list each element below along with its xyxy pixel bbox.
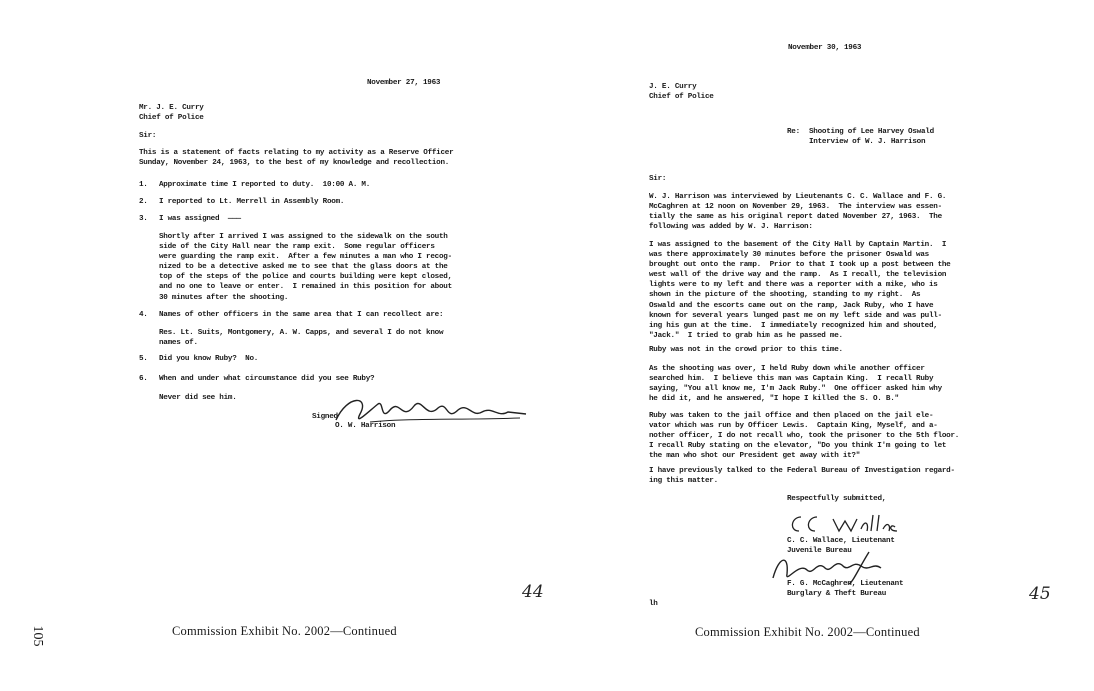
handwritten-page-number: 44 xyxy=(522,582,544,602)
signer-line: Juvenile Bureau xyxy=(787,547,852,555)
text-line: tially the same as his original report dated November 27, 1963. The xyxy=(649,213,942,222)
signed-label: Signed xyxy=(312,413,338,421)
text-line: Oswald and the escorts came out on the ramp, Jack Ruby, who I have xyxy=(649,301,934,310)
text-line: were guarding the ramp exit. After a few minutes a man who I recog- xyxy=(159,253,452,262)
item6-detail: Never did see him. xyxy=(159,394,237,402)
text-line: vator which was run by Officer Lewis. Captain King, Myself, and a- xyxy=(649,422,938,431)
text-line: ing this matter. xyxy=(649,477,718,486)
paragraph-1 xyxy=(649,192,946,232)
text-line: he did it, and he answered, "I hope I killed the S. O. B." xyxy=(649,395,899,404)
text-line: ing his gun at the time. I immediately recognized him and shouted, xyxy=(649,321,938,330)
text-line: following was added by W. J. Harrison: xyxy=(649,223,813,232)
letter-date: November 27, 1963 xyxy=(367,79,441,87)
salutation: Sir: xyxy=(139,132,157,140)
text-line: I was assigned to the basement of the City Hall by Captain Martin. I xyxy=(649,241,947,249)
text-line: Ruby was taken to the jail office and then placed on the jail ele- xyxy=(649,412,934,420)
text-line: searched him. I believe this man was Captain King. I recall Ruby xyxy=(649,375,934,384)
text-line: lights were to my left and there was a reporter with a mike, who is xyxy=(649,281,938,290)
letter-date: November 30, 1963 xyxy=(788,44,862,52)
re-label: Re: xyxy=(787,128,800,136)
text-line: nother officer, I do not recall who, took the prisoner to the 5th floor. xyxy=(649,432,960,441)
handwritten-page-number: 45 xyxy=(1029,584,1051,604)
text-line: and no one to leave or enter. I remained in this position for about xyxy=(159,283,452,292)
text-line: Res. Lt. Suits, Montgomery, A. W. Capps, and several I do not know xyxy=(159,329,444,337)
salutation: Sir: xyxy=(649,175,667,183)
typist-initials: lh xyxy=(649,600,658,608)
text-line: As the shooting was over, I held Ruby down while another officer xyxy=(649,365,925,373)
item-text: Did you know Ruby? No. xyxy=(159,355,259,363)
text-line: nized to be a detective asked me to see that the glass doors at the xyxy=(159,263,448,272)
item-text: I was assigned ——— xyxy=(159,215,241,223)
exhibit-caption: Commission Exhibit No. 2002—Continued xyxy=(695,625,920,639)
page-number: 105 xyxy=(30,625,45,647)
text-line: names of. xyxy=(159,339,198,348)
text-line: 30 minutes after the shooting. xyxy=(159,293,289,302)
item-text: Approximate time I reported to duty. 10:00 A. M. xyxy=(159,181,371,189)
text-line: "Jack." I tried to grab him as he passed me. xyxy=(649,331,843,340)
text-line: W. J. Harrison was interviewed by Lieutenants C. C. Wallace and F. G. xyxy=(649,193,947,201)
paragraph-4 xyxy=(649,364,942,404)
paragraph-2 xyxy=(649,240,951,341)
text-line: Shortly after I arrived I was assigned to the sidewalk on the south xyxy=(159,233,448,241)
item-text: Names of other officers in the same area that I can recollect are: xyxy=(159,311,444,319)
text-line: This is a statement of facts relating to my activity as a Reserve Officer xyxy=(139,149,454,157)
signer-line: F. G. McCaghren, Lieutenant xyxy=(787,580,904,588)
text-line: side of the City Hall near the ramp exit. Some regular officers xyxy=(159,243,435,252)
item4-detail xyxy=(159,328,443,348)
addressee-line: J. E. Curry xyxy=(649,83,697,91)
text-line: McCaghren at 12 noon on November 29, 1963. The interview was essen- xyxy=(649,203,942,212)
text-line: Ruby was not in the crowd prior to this time. xyxy=(649,346,843,354)
signer-line: Burglary & Theft Bureau xyxy=(787,590,887,598)
item3-detail xyxy=(159,232,452,303)
signature-wallace xyxy=(787,511,897,539)
text-line: brought out onto the ramp. Prior to that I took up a post between the xyxy=(649,261,951,270)
item-number: 1. xyxy=(139,181,148,189)
right-letter xyxy=(547,0,1094,691)
item-number: 5. xyxy=(139,355,148,363)
item-number: 2. xyxy=(139,198,148,206)
paragraph-3 xyxy=(649,345,843,355)
addressee-line: Mr. J. E. Curry xyxy=(139,104,204,112)
text-line: shown in the picture of the shooting, standing to my right. As xyxy=(649,291,921,300)
text-line: the man who shot our President get away with it?" xyxy=(649,452,861,461)
text-line: I recall Ruby stating on the elevator, "Do you think I'm going to let xyxy=(649,442,947,451)
paragraph-6 xyxy=(649,466,955,486)
item-number: 3. xyxy=(139,215,148,223)
item-text: I reported to Lt. Merrell in Assembly Room. xyxy=(159,198,345,206)
signer-line: C. C. Wallace, Lieutenant xyxy=(787,537,895,545)
text-line: Sunday, November 24, 1963, to the best of my knowledge and recollection. xyxy=(139,159,450,168)
intro-paragraph xyxy=(139,148,453,168)
text-line: saying, "You all know me, I'm Jack Ruby." One officer asked him why xyxy=(649,385,942,394)
text-line: top of the steps of the police and courts building were kept closed, xyxy=(159,273,452,282)
closing: Respectfully submitted, xyxy=(787,495,887,503)
text-line: known for several years lunged past me on my left side and was pull- xyxy=(649,311,942,320)
re-line: Shooting of Lee Harvey Oswald xyxy=(809,128,934,136)
addressee-line: Chief of Police xyxy=(649,93,714,101)
exhibit-caption: Commission Exhibit No. 2002—Continued xyxy=(172,624,397,638)
paragraph-5 xyxy=(649,411,959,461)
item-text: When and under what circumstance did you see Ruby? xyxy=(159,375,375,383)
signer-name: O. W. Harrison xyxy=(335,422,396,430)
item-number: 4. xyxy=(139,311,148,319)
text-line: I have previously talked to the Federal Bureau of Investigation regard- xyxy=(649,467,955,475)
text-line: was there approximately 30 minutes before the prisoner Oswald was xyxy=(649,251,929,260)
addressee-line: Chief of Police xyxy=(139,114,204,122)
item-number: 6. xyxy=(139,375,148,383)
re-line: Interview of W. J. Harrison xyxy=(809,138,926,146)
text-line: west wall of the drive way and the ramp. As I recall, the television xyxy=(649,271,947,280)
